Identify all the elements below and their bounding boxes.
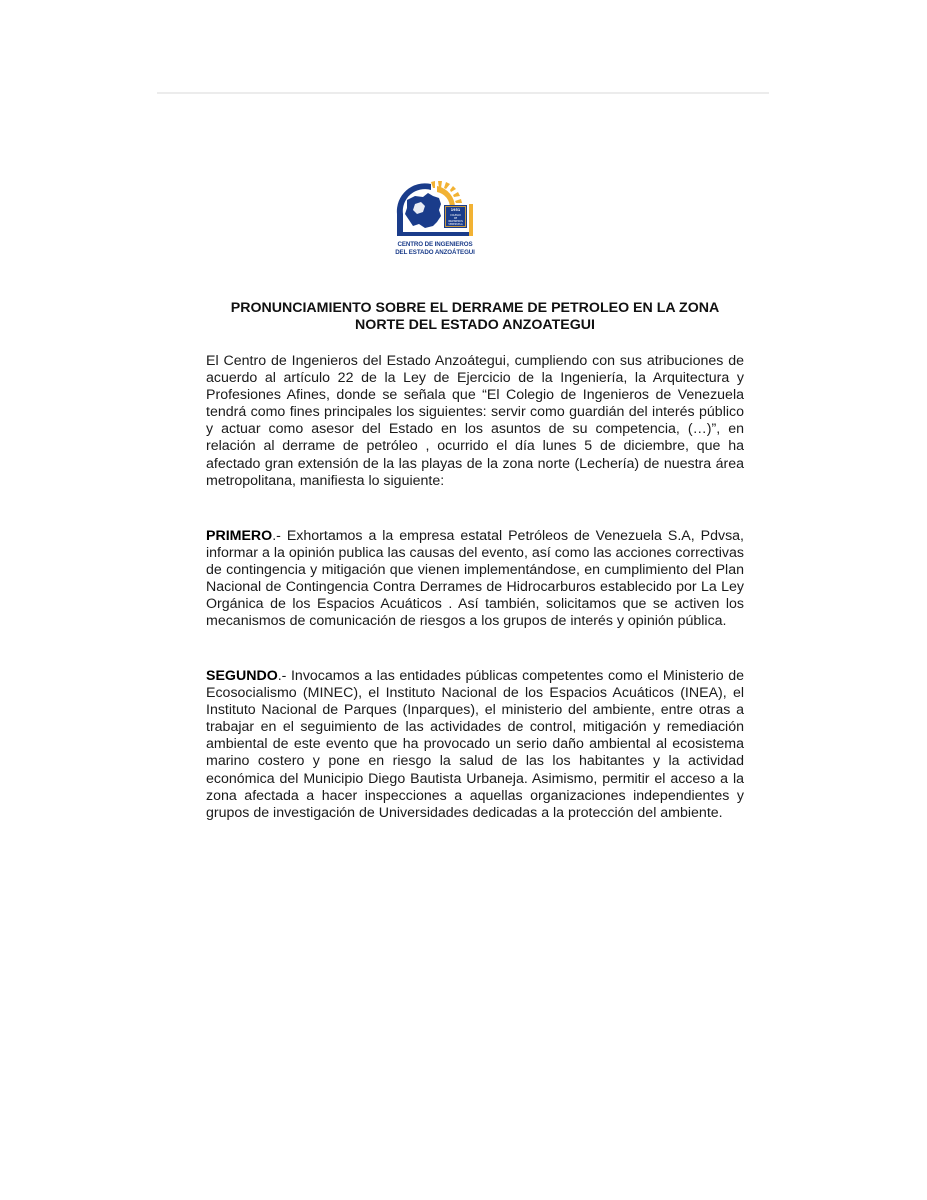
- primero-text: .- Exhortamos a la empresa estatal Petróleos de Venezuela S.A, Pdvsa, informar a la opinión publica las causas del evento, así como las acciones correctivas de contingencia y mitigación que vienen implementándose, en cumplimiento del Plan Nacional de Contingencia Contra Derrames de Hidrocarburos establecido por La Ley Orgánica de los Espacios Acuáticos . Así también, solicitamos que se activen los mecanismos de comunicación de riesgos a los grupos de interés y opinión pública.: [206, 528, 744, 630]
- svg-text:DE: DE: [453, 217, 458, 220]
- intro-paragraph: El Centro de Ingenieros del Estado Anzoátegui, cumpliendo con sus atribuciones de acuerdo al artículo 22 de la Ley de Ejercicio de la Ingeniería, la Arquitectura y Profesiones Afines, donde se señala que “El Colegio de Ingenieros de Venezuela tendrá como fines principales los siguientes: servir como guardián del interés público y actuar como asesor del Estado en los asuntos de su competencia, (…)”, en relación al derrame de petróleo , ocurrido el día lunes 5 de diciembre, que ha afectado gran extensión de la las playas de la zona norte (Lechería) de nuestra área metropolitana, manifiesta lo siguiente:: [206, 353, 744, 489]
- svg-text:VENEZUELA: VENEZUELA: [448, 223, 463, 226]
- title-line2: NORTE DEL ESTADO ANZOATEGUI: [355, 317, 595, 333]
- segundo-paragraph: [206, 668, 744, 822]
- page-top-edge: [157, 92, 769, 94]
- logo-emblem-icon: [395, 178, 475, 240]
- logo-caption: [395, 241, 475, 256]
- primero-paragraph: [206, 528, 744, 631]
- primero-label: PRIMERO: [206, 528, 273, 544]
- svg-text:INGENIEROS: INGENIEROS: [448, 220, 463, 223]
- segundo-label: SEGUNDO: [206, 668, 278, 684]
- logo-caption-line2: DEL ESTADO ANZOÁTEGUI: [395, 248, 475, 256]
- logo-caption-line1: CENTRO DE INGENIEROS: [397, 241, 473, 248]
- title-line1: PRONUNCIAMIENTO SOBRE EL DERRAME DE PETROLEO EN LA ZONA: [230, 300, 720, 316]
- document-title: [200, 300, 750, 334]
- svg-text:1951: 1951: [450, 208, 461, 212]
- organization-logo: [395, 178, 475, 268]
- segundo-text: .- Invocamos a las entidades públicas competentes como el Ministerio de Ecosocialismo (MINEC), el Instituto Nacional de los Espacios Acuáticos (INEA), el Instituto Nacional de Parques (Inparques), el ministerio del ambiente, entre otras a trabajar en el seguimiento de las actividades de control, mitigación y remediación ambiental de este evento que ha provocado un serio daño ambiental al ecosistema marino costero y pone en riesgo la salud de las los habitantes y la actividad económica del Municipio Diego Bautista Urbaneja. Asimismo, permitir el acceso a la zona afectada a hacer inspecciones a aquellas organizaciones independientes y grupos de investigación de Universidades dedicadas a la protección del ambiente.: [206, 668, 744, 821]
- svg-text:COLEGIO: COLEGIO: [450, 214, 461, 217]
